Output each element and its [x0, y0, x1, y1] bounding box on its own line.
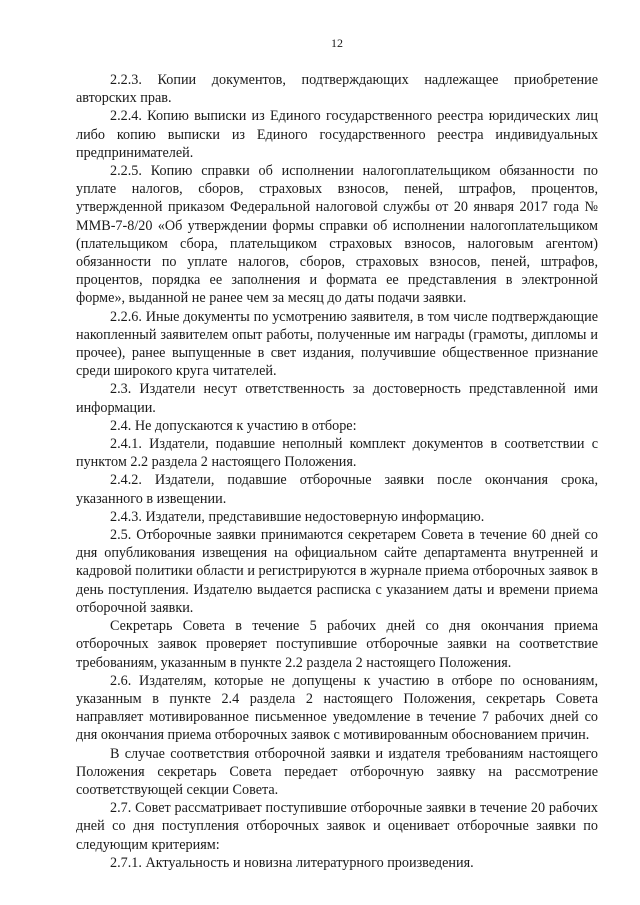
paragraph-2-4-1: 2.4.1. Издатели, подавшие неполный комплект документов в соответствии с пунктом 2.2 раздела 2 настоящего Положения. — [76, 436, 598, 471]
paragraph-2-6: 2.6. Издателям, которые не допущены к участию в отборе по основаниям, указанным в пункте 2.4 раздела 2 настоящего Положения, секретарь Совета направляет мотивированное письменное уведомление в течение 7 рабочих дней со дня окончания приема отборочных заявок с мотивированным обоснованием причин. — [76, 672, 598, 744]
paragraph-2-5-secretary: Секретарь Совета в течение 5 рабочих дней со дня окончания приема отборочных заявок проверяет поступившие отборочные заявки на соответствие требованиям, указанным в пункте 2.2 раздела 2 настоящего Положения. — [76, 618, 598, 671]
paragraph-2-7-1: 2.7.1. Актуальность и новизна литературного произведения. — [110, 854, 474, 871]
paragraph-2-3: 2.3. Издатели несут ответственность за достоверность представленной ими информации. — [76, 381, 598, 416]
paragraph-2-4: 2.4. Не допускаются к участию в отборе: — [110, 417, 357, 434]
paragraph-2-2-3: 2.2.3. Копии документов, подтверждающих надлежащее приобретение авторских прав. — [76, 72, 598, 107]
paragraph-2-4-3: 2.4.3. Издатели, представившие недостоверную информацию. — [110, 508, 485, 525]
document-body — [76, 71, 598, 872]
paragraph-2-5: 2.5. Отборочные заявки принимаются секретарем Совета в течение 60 дней со дня опубликования извещения на официальном сайте департамента внутренней и кадровой политики области и регистрируются в журнале приема отборочных заявок в день поступления. Издателю выдается расписка с указанием даты и времени приема отборочной заявки. — [76, 527, 598, 616]
paragraph-2-2-6: 2.2.6. Иные документы по усмотрению заявителя, в том числе подтверждающие накопленный заявителем опыт работы, полученные им награды (грамоты, дипломы и прочее), ранее выпущенные в свет издания, получившие общественное признание среди широкого круга читателей. — [76, 308, 598, 380]
paragraph-2-2-5: 2.2.5. Копию справки об исполнении налогоплательщиком обязанности по уплате налогов, сборов, страховых взносов, пеней, штрафов, процентов, утвержденной приказом Федеральной налоговой службы от 20 января 2017 года № ММВ-7-8/20 «Об утверждении формы справки об исполнении налогоплательщиком (плательщиком сбора, плательщиком страховых взносов, налоговым агентом) обязанности по уплате налогов, сборов, страховых взносов, пеней, штрафов, процентов, порядка ее заполнения и формата ее представления в электронной форме», выданной не ранее чем за месяц до даты подачи заявки. — [76, 163, 598, 307]
paragraph-2-7: 2.7. Совет рассматривает поступившие отборочные заявки в течение 20 рабочих дней со дня поступления отборочных заявок и оценивает отборочные заявки по следующим критериям: — [76, 800, 598, 853]
paragraph-2-4-2: 2.4.2. Издатели, подавшие отборочные заявки после окончания срока, указанного в извещении. — [76, 472, 598, 507]
page-number: 12 — [331, 36, 343, 50]
paragraph-2-6-compliance: В случае соответствия отборочной заявки и издателя требованиям настоящего Положения секретарь Совета передает отборочную заявку на рассмотрение соответствующей секции Совета. — [76, 745, 598, 798]
paragraph-2-2-4: 2.2.4. Копию выписки из Единого государственного реестра юридических лиц либо копию выписки из Единого государственного реестра индивидуальных предпринимателей. — [76, 108, 598, 161]
